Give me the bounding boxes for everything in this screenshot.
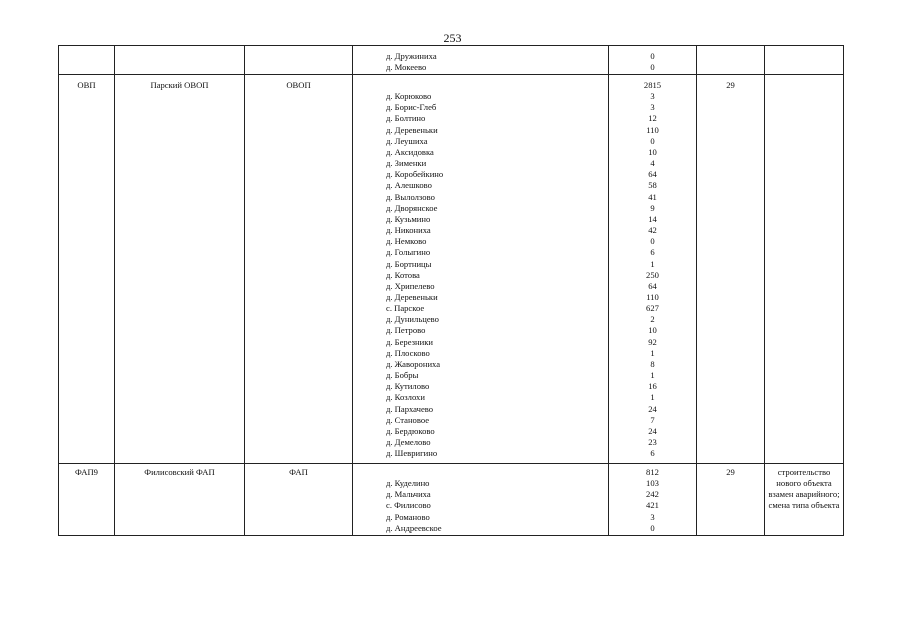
facility-code-cell — [59, 46, 115, 75]
village-name: д. Кутилово — [386, 381, 430, 392]
table-row — [59, 46, 844, 75]
population-value: 110 — [646, 124, 659, 135]
population-cell — [609, 75, 697, 464]
population-list — [609, 46, 696, 73]
facility-name-cell — [115, 46, 245, 75]
facility-code: ФАП9 — [75, 467, 98, 477]
villages-cell — [353, 75, 609, 464]
note-cell — [765, 46, 844, 75]
village-name: д. Пархачево — [386, 403, 434, 414]
village-name: д. Дворянское — [386, 202, 438, 213]
population-value: 42 — [648, 225, 657, 236]
note-cell — [765, 75, 844, 464]
facility-type: ОВОП — [286, 80, 311, 90]
village-name: д. Никониха — [386, 225, 431, 236]
population-value: 103 — [646, 478, 659, 489]
village-name: д. Немково — [386, 236, 427, 247]
village-name: д. Романово — [386, 511, 430, 522]
village-list — [353, 75, 608, 459]
village-name: д. Дружиниха — [386, 51, 437, 61]
population-value: 250 — [646, 269, 659, 280]
note-cell — [765, 464, 844, 536]
facility-name: Парский ОВОП — [150, 80, 209, 90]
population-value: 64 — [648, 169, 657, 180]
population-value: 0 — [650, 236, 655, 247]
facility-type-cell — [245, 75, 353, 464]
facility-code: ОВП — [77, 80, 96, 90]
population-list — [609, 464, 696, 534]
population-value: 64 — [648, 280, 657, 291]
population-value: 1 — [650, 392, 655, 403]
population-value: 0 — [650, 51, 655, 61]
village-name: д. Леушиха — [386, 135, 428, 146]
village-name: д. Алешково — [386, 180, 432, 191]
population-value: 14 — [648, 213, 657, 224]
village-name: д. Борис-Глеб — [386, 102, 437, 113]
population-cell — [609, 464, 697, 536]
population-value: 627 — [646, 303, 659, 314]
village-name: с. Филисово — [386, 500, 431, 511]
distance-cell — [697, 464, 765, 536]
population-value: 92 — [648, 336, 657, 347]
population-value: 9 — [650, 202, 655, 213]
facility-code-cell — [59, 75, 115, 464]
population-value: 10 — [648, 325, 657, 336]
facility-type: ФАП — [289, 467, 308, 477]
villages-cell — [353, 464, 609, 536]
population-value: 2 — [650, 314, 655, 325]
population-value: 10 — [648, 146, 657, 157]
population-value: 4 — [650, 158, 655, 169]
population-value: 110 — [646, 291, 659, 302]
village-name: д. Деревеньки — [386, 291, 438, 302]
population-list — [609, 75, 696, 459]
population-value: 242 — [646, 489, 659, 500]
facility-code-cell — [59, 464, 115, 536]
table-row — [59, 75, 844, 464]
village-name: д. Бердюково — [386, 425, 435, 436]
population-value: 24 — [648, 403, 657, 414]
population-value: 3 — [650, 511, 655, 522]
population-value: 6 — [650, 247, 655, 258]
village-name: д. Зименки — [386, 158, 427, 169]
facility-name-cell — [115, 75, 245, 464]
village-name: д. Куделино — [386, 478, 430, 489]
village-name: д. Голыгино — [386, 247, 431, 258]
village-name: д. Жаворониха — [386, 358, 441, 369]
village-name: д. Шевригино — [386, 448, 438, 459]
population-value: 3 — [650, 102, 655, 113]
distance-value: 29 — [726, 80, 735, 90]
village-name: д. Березники — [386, 336, 434, 347]
population-value: 0 — [650, 62, 655, 73]
population-value: 12 — [648, 113, 657, 124]
villages-cell — [353, 46, 609, 75]
village-name: д. Андреевское — [386, 522, 442, 533]
population-value: 7 — [650, 414, 655, 425]
page-number: 253 — [443, 31, 462, 45]
table-row — [59, 464, 844, 536]
village-name: с. Парское — [386, 303, 425, 314]
village-name: д. Петрово — [386, 325, 426, 336]
village-name: д. Кузьмино — [386, 213, 431, 224]
population-value: 1 — [650, 258, 655, 269]
head-population: 2815 — [643, 80, 662, 90]
population-value: 58 — [648, 180, 657, 191]
village-name: д. Становое — [386, 414, 430, 425]
village-name: д. Бобры — [386, 370, 419, 381]
facility-type-cell — [245, 46, 353, 75]
population-value: 41 — [648, 191, 657, 202]
village-name: д. Деревеньки — [386, 124, 438, 135]
facility-name-cell — [115, 464, 245, 536]
population-value: 16 — [648, 381, 657, 392]
note-text: строительство нового объекта взамен аварийного; смена типа объекта — [768, 467, 840, 510]
population-value: 23 — [648, 437, 657, 447]
population-value: 6 — [650, 448, 655, 459]
village-name: д. Хрипелево — [386, 280, 435, 291]
distance-cell — [697, 46, 765, 75]
village-name: д. Плосково — [386, 347, 430, 358]
head-population: 812 — [646, 467, 659, 477]
population-value: 1 — [650, 370, 655, 381]
facilities-table — [58, 45, 844, 536]
village-name: д. Дунильцево — [386, 314, 439, 325]
village-name: д. Котова — [386, 269, 420, 280]
village-name: д. Вылолзово — [386, 191, 435, 202]
population-cell — [609, 46, 697, 75]
population-value: 8 — [650, 358, 655, 369]
village-name: д. Болтино — [386, 113, 426, 124]
population-value: 0 — [650, 135, 655, 146]
population-value: 1 — [650, 347, 655, 358]
village-name: д. Бортницы — [386, 258, 432, 269]
village-name: д. Мальчиха — [386, 489, 431, 500]
village-list — [353, 46, 608, 73]
village-name: д. Козлохи — [386, 392, 425, 403]
population-value: 0 — [650, 522, 655, 533]
village-name: д. Корюково — [386, 91, 432, 102]
village-name: д. Аксидовка — [386, 146, 434, 157]
distance-value: 29 — [726, 467, 735, 477]
village-name: д. Мокеево — [386, 62, 427, 73]
distance-cell — [697, 75, 765, 464]
facility-name: Филисовский ФАП — [144, 467, 215, 477]
population-value: 421 — [646, 500, 659, 511]
population-value: 3 — [650, 91, 655, 102]
population-value: 24 — [648, 425, 657, 436]
village-name: д. Коробейкино — [386, 169, 444, 180]
village-name: д. Демелово — [386, 437, 431, 447]
facility-type-cell — [245, 464, 353, 536]
village-list — [353, 464, 608, 534]
